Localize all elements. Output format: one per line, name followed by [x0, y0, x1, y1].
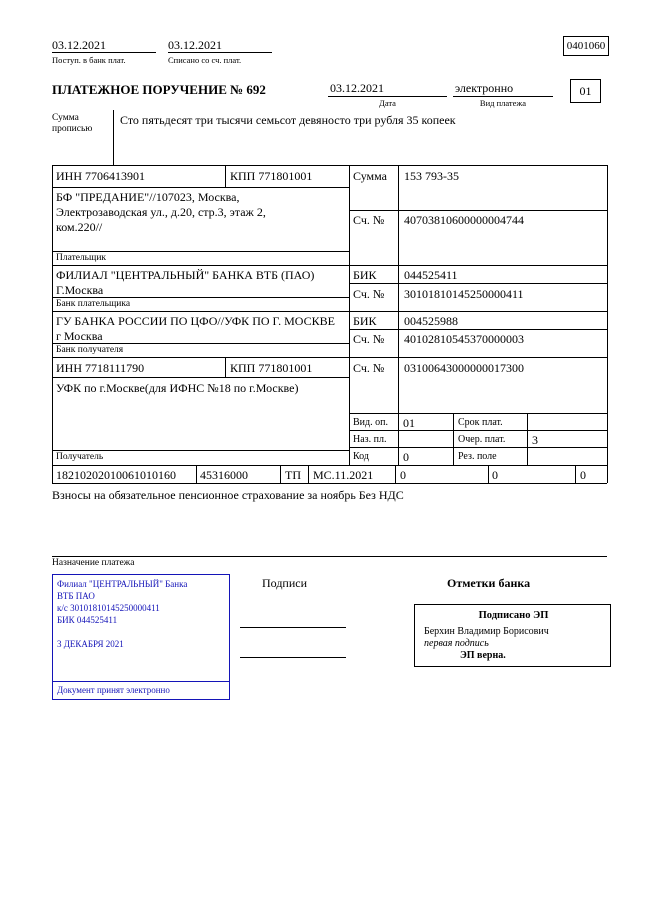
divider-line: [328, 96, 447, 97]
payer-label: Плательщик: [56, 253, 107, 263]
divider-line: [52, 357, 607, 358]
amount-words-label: Сумма прописью: [52, 113, 93, 134]
divider-line: [52, 483, 607, 484]
payer-bank-account-label: Сч. №: [353, 287, 385, 301]
divider-line: [52, 251, 349, 252]
signature-line-2: [240, 657, 346, 658]
divider-line: [52, 377, 349, 378]
received-date-label: Поступ. в банк плат.: [52, 55, 126, 65]
payer-inn: ИНН 7706413901: [56, 169, 145, 183]
payee-kpp: КПП 771801001: [230, 361, 313, 375]
bank-stamp-divider: [53, 681, 229, 682]
payer-bank-name: ФИЛИАЛ "ЦЕНТРАЛЬНЫЙ" БАНКА ВТБ (ПАО): [56, 268, 315, 282]
bank-stamp-corr-account: к/с 30101810145250000411: [57, 603, 160, 613]
divider-line: [280, 465, 281, 483]
srok-plat-label: Срок плат.: [458, 417, 503, 428]
document-date-label: Дата: [379, 98, 396, 108]
purpose-label: Назначение платежа: [52, 558, 135, 568]
divider-line: [113, 110, 114, 165]
divider-line: [349, 430, 607, 431]
status-code: 01: [579, 83, 592, 98]
kod-value: 0: [403, 450, 409, 464]
payee-bank-account: 40102810545370000003: [404, 332, 524, 346]
divider-line: [52, 165, 53, 483]
divider-line: [395, 465, 396, 483]
divider-line: [225, 357, 226, 377]
payee-bank-name: ГУ БАНКА РОССИИ ПО ЦФО//УФК ПО Г. МОСКВЕ: [56, 314, 335, 328]
kod-label: Код: [353, 451, 369, 462]
signature-valid-note: ЭП верна.: [460, 650, 506, 661]
divider-line: [453, 413, 454, 465]
payee-name: УФК по г.Москве(для ИФНС №18 по г.Москве): [56, 381, 299, 395]
divider-line: [398, 165, 399, 465]
bank-stamp-note: Документ принят электронно: [57, 685, 170, 695]
ocher-plat-label: Очер. плат.: [458, 434, 506, 445]
divider-line: [575, 465, 576, 483]
status-code-box: [570, 79, 601, 103]
divider-line: [52, 52, 156, 53]
divider-line: [52, 187, 349, 188]
payee-bank-bik: 004525988: [404, 314, 458, 328]
payer-bank-bik: 044525411: [404, 268, 458, 282]
payee-label: Получатель: [56, 452, 104, 462]
payer-name: БФ "ПРЕДАНИЕ"//107023, Москва, Электрозаводская ул., д.20, стр.3, этаж 2, ком.220//: [56, 190, 266, 234]
payee-bank-city: г Москва: [56, 329, 103, 343]
amount-value: 153 793-35: [404, 169, 459, 183]
vid-op-label: Вид. оп.: [353, 417, 388, 428]
payer-account-number: 40703810600000004744: [404, 213, 524, 227]
payment-kind-label: Вид платежа: [479, 98, 527, 108]
divider-line: [52, 265, 607, 266]
divider-line: [225, 165, 226, 187]
signatures-label: Подписи: [262, 576, 308, 590]
bank-stamp: [52, 574, 230, 700]
purpose-text: Взносы на обязательное пенсионное страхование за ноябрь Без НДС: [52, 488, 404, 502]
divider-line: [453, 96, 553, 97]
divider-line: [488, 465, 489, 483]
divider-line: [52, 165, 607, 166]
naz-pl-label: Наз. пл.: [353, 434, 387, 445]
payer-account-label: Сч. №: [353, 213, 385, 227]
divider-line: [349, 329, 607, 330]
divider-line: [308, 465, 309, 483]
divider-line: [349, 447, 607, 448]
signature-line-1: [240, 627, 346, 628]
tax-doc-date: 0: [492, 468, 498, 482]
divider-line: [527, 413, 528, 465]
divider-line: [349, 210, 607, 211]
debited-date: 03.12.2021: [168, 38, 222, 52]
payer-kpp: КПП 771801001: [230, 169, 313, 183]
payer-bank-account: 30101810145250000411: [404, 287, 524, 301]
form-code-box: [563, 36, 609, 56]
bank-marks-label: Отметки банка: [447, 576, 531, 590]
tax-kbk: 18210202010061010160: [56, 468, 176, 482]
payee-bank-bik-label: БИК: [353, 314, 377, 328]
payee-bank-label: Банк получателя: [56, 345, 124, 355]
document-title: ПЛАТЕЖНОЕ ПОРУЧЕНИЕ № 692: [52, 82, 266, 97]
payee-account-label: Сч. №: [353, 361, 385, 375]
divider-line: [196, 465, 197, 483]
payer-bank-label: Банк плательщика: [56, 299, 131, 309]
document-date: 03.12.2021: [330, 81, 384, 95]
payer-bank-bik-label: БИК: [353, 268, 377, 282]
tax-payment-type: 0: [580, 468, 586, 482]
tax-oktmo: 45316000: [200, 468, 248, 482]
bank-stamp-bik: БИК 044525411: [57, 615, 118, 625]
signer-name: Берхин Владимир Борисович: [424, 626, 549, 637]
received-date: 03.12.2021: [52, 38, 106, 52]
divider-line: [349, 413, 607, 414]
signer-role: первая подпись: [424, 638, 489, 649]
bank-stamp-date: 3 ДЕКАБРЯ 2021: [57, 639, 124, 649]
amount-label: Сумма: [353, 169, 387, 183]
tax-doc-number: 0: [400, 468, 406, 482]
signature-stamp-title: Подписано ЭП: [478, 610, 549, 621]
tax-period: МС.11.2021: [313, 468, 374, 482]
divider-line: [52, 311, 607, 312]
payee-bank-account-label: Сч. №: [353, 332, 385, 346]
divider-line: [349, 283, 607, 284]
divider-line: [52, 450, 349, 451]
payee-account-number: 03100643000000017300: [404, 361, 524, 375]
divider-line: [52, 465, 607, 466]
divider-line: [52, 556, 607, 557]
ocher-plat-value: 3: [532, 433, 538, 447]
amount-words-text: Сто пятьдесят три тысячи семьсот девяносто три рубля 35 копеек: [120, 113, 456, 127]
tax-basis: ТП: [285, 468, 301, 482]
divider-line: [168, 52, 272, 53]
form-code: 0401060: [566, 40, 606, 52]
payer-bank-city: Г.Москва: [56, 283, 104, 297]
divider-line: [349, 165, 350, 465]
signature-stamp: [414, 604, 611, 667]
payment-kind: электронно: [455, 81, 514, 95]
debited-date-label: Списано со сч. плат.: [168, 55, 242, 65]
rez-pole-label: Рез. поле: [458, 451, 497, 462]
divider-line: [607, 165, 608, 483]
payee-inn: ИНН 7718111790: [56, 361, 145, 375]
bank-stamp-line1: Филиал "ЦЕНТРАЛЬНЫЙ" Банка: [57, 579, 188, 589]
bank-stamp-line2: ВТБ ПАО: [57, 591, 95, 601]
vid-op-value: 01: [403, 416, 415, 430]
